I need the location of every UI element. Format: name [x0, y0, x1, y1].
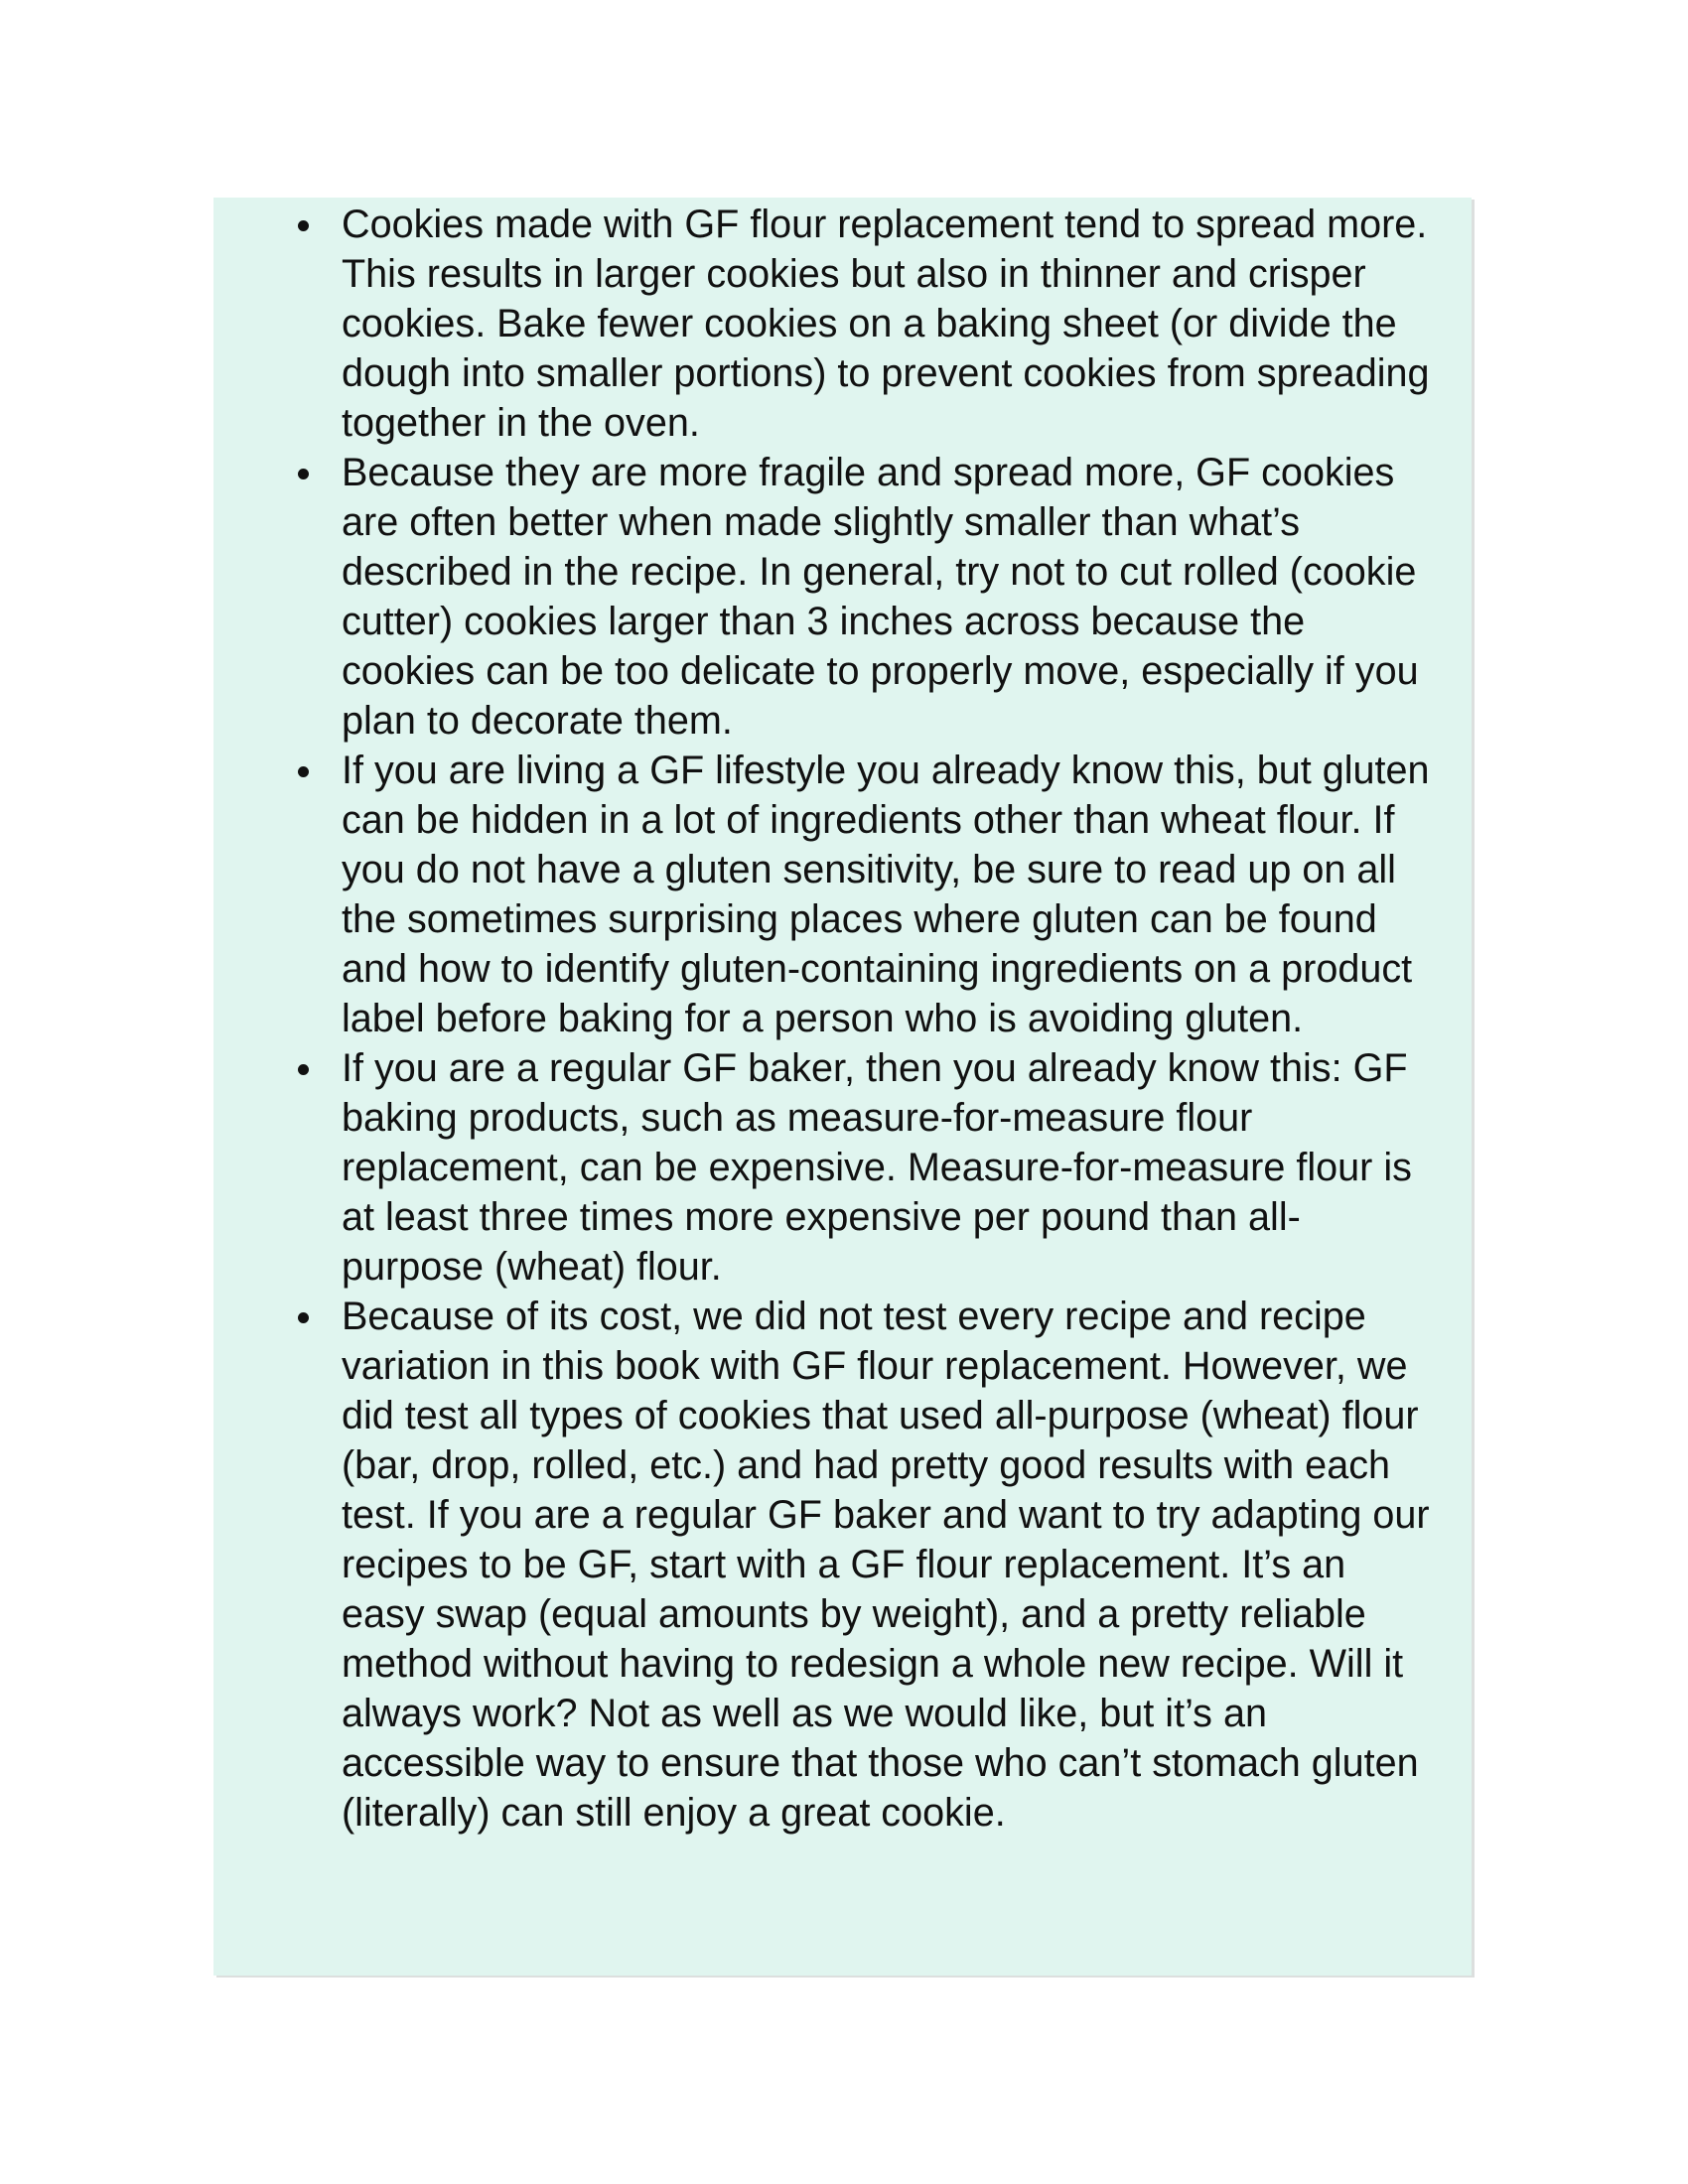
bullet-dot-icon: [298, 1312, 309, 1323]
list-item-text: If you are a regular GF baker, then you already know this: GF baking products, such as measure-for-measure flour replacement, can be expensive. Measure-for-measure flour is at least three times more expensive per pound than all-purpose (wheat) flour.: [342, 1046, 1412, 1289]
bullet-dot-icon: [298, 220, 309, 231]
list-item: [213, 200, 1472, 448]
bullet-dot-icon: [298, 1064, 309, 1075]
list-item: [213, 746, 1472, 1043]
bullet-dot-icon: [298, 469, 309, 479]
list-item-text: Cookies made with GF flour replacement tend to spread more. This results in larger cookies but also in thinner and crisper cookies. Bake fewer cookies on a baking sheet (or divide the dough into smaller portions) to prevent cookies from spreading together in the oven.: [342, 203, 1430, 445]
list-item-text: Because they are more fragile and spread more, GF cookies are often better when made slightly smaller than what’s described in the recipe. In general, try not to cut rolled (cookie cutter) cookies larger than 3 inches across because the cookies can be too delicate to properly move, especially if you plan to decorate them.: [342, 451, 1419, 743]
list-item-text: If you are living a GF lifestyle you already know this, but gluten can be hidden in a lot of ingredients other than wheat flour. If you do not have a gluten sensitivity, be sure to read up on all the sometimes surprising places where gluten can be found and how to identify gluten-containing ingredients on a product label before baking for a person who is avoiding gluten.: [342, 749, 1430, 1040]
list-item-text: Because of its cost, we did not test every recipe and recipe variation in this book with GF flour replacement. However, we did test all types of cookies that used all-purpose (wheat) flour (bar, drop, rolled, etc.) and had pretty good results with each test. If you are a regular GF baker and want to try adapting our recipes to be GF, start with a GF flour replacement. It’s an easy swap (equal amounts by weight), and a pretty reliable method without having to redesign a whole new recipe. Will it always work? Not as well as we would like, but it’s an accessible way to ensure that those who can’t stomach gluten (literally) can still enjoy a great cookie.: [342, 1295, 1430, 1835]
tips-list: [213, 200, 1472, 1838]
gf-tips-sidebar: [213, 198, 1472, 1976]
bullet-dot-icon: [298, 766, 309, 777]
list-item: [213, 1292, 1472, 1838]
list-item: [213, 1043, 1472, 1292]
list-item: [213, 448, 1472, 746]
